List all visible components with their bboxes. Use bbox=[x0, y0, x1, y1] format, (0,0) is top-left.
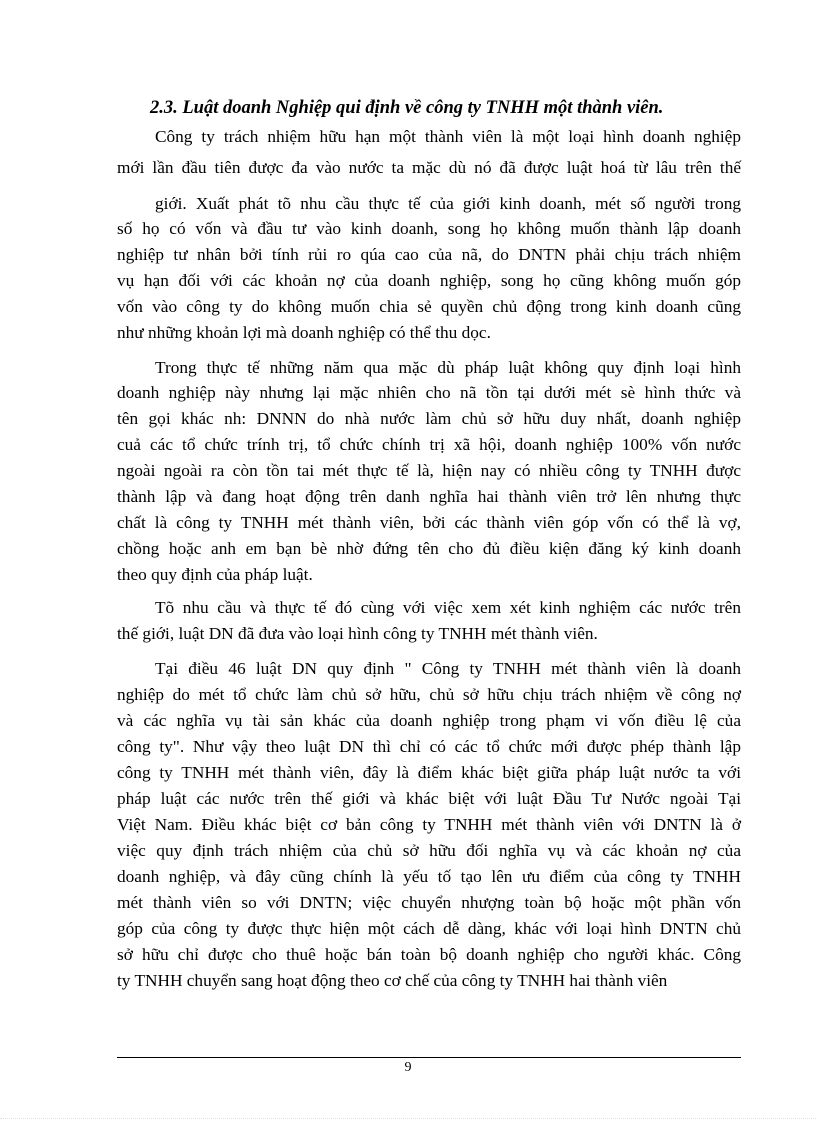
paragraph-line: Trong thực tế những năm qua mặc dù pháp luật không quy định loại hình bbox=[155, 358, 741, 377]
paragraph-line: mới lần đầu tiên được đa vào nước ta mặc dù nó đã được luật hoá từ lâu trên thế bbox=[117, 158, 741, 177]
paragraph-line: ty TNHH chuyển sang hoạt động theo cơ chế của công ty TNHH hai thành viên bbox=[117, 971, 668, 990]
paragraph-line: Công ty trách nhiệm hữu hạn một thành viên là một loại hình doanh nghiệp bbox=[155, 127, 741, 146]
paragraph-line: tên gọi khác nh: DNNN do nhà nước làm chủ sở hữu duy nhất, doanh nghiệp bbox=[117, 409, 741, 428]
paragraph-line: công ty". Như vậy theo luật DN thì chỉ có các tổ chức mới được phép thành lập bbox=[117, 737, 741, 756]
paragraph-line: mét thành viên so với DNTN; việc chuyển nhượng toàn bộ hoặc một phần vốn bbox=[117, 893, 741, 912]
paragraph-line: chồng hoặc anh em bạn bè nhờ đứng tên cho đủ điều kiện đăng ký kinh doanh bbox=[117, 539, 741, 558]
paragraph-line: thế giới, luật DN đã đưa vào loại hình công ty TNHH mét thành viên. bbox=[117, 624, 598, 643]
paragraph-line: ngoài ngoài ra còn tồn tai mét thực tế là, hiện nay có nhiều công ty TNHH được bbox=[117, 461, 741, 480]
paragraph-line: doanh nghiệp này nhưng lại mặc nhiên cho nã tồn tại dưới mét sè hình thức và bbox=[117, 383, 741, 402]
paragraph-line: pháp luật các nước trên thế giới và khác biệt với luật Đầu Tư Nước ngoài Tại bbox=[117, 789, 741, 808]
paragraph-line: giới. Xuất phát tõ nhu cầu thực tế của giới kinh doanh, mét số người trong bbox=[155, 194, 741, 213]
page-edge-divider bbox=[0, 1118, 816, 1119]
paragraph-line: sở hữu chỉ được cho thuê hoặc bán toàn bộ doanh nghiệp cho người khác. Công bbox=[117, 945, 741, 964]
footer-rule bbox=[117, 1057, 741, 1058]
paragraph-line: vụ hạn đối với các khoản nợ của doanh nghiệp, song họ cũng không muốn góp bbox=[117, 271, 741, 290]
paragraph-line: theo quy định của pháp luật. bbox=[117, 565, 313, 584]
paragraph-line: thành lập và đang hoạt động trên danh nghĩa hai thành viên trở lên nhưng thực bbox=[117, 487, 741, 506]
paragraph-line: góp của công ty được thực hiện một cách dễ dàng, khác với loại hình DNTN chủ bbox=[117, 919, 741, 938]
paragraph-line: việc quy định trách nhiệm của chủ sở hữu đối nghĩa vụ và các khoản nợ của bbox=[117, 841, 741, 860]
paragraph-line: và các nghĩa vụ tài sản khác của doanh nghiệp trong phạm vi vốn điều lệ của bbox=[117, 711, 741, 730]
paragraph-line: chất là công ty TNHH mét thành viên, bởi các thành viên góp vốn có thể là vợ, bbox=[117, 513, 741, 532]
paragraph-line: Tõ nhu cầu và thực tế đó cùng với việc xem xét kinh nghiệm các nước trên bbox=[155, 598, 741, 617]
paragraph-line: nghiệp tư nhân bởi tính rủi ro qúa cao của nã, do DNTN phải chịu trách nhiệm bbox=[117, 245, 741, 264]
paragraph-line: vốn vào công ty do không muốn chia sẻ quyền chủ động trong kinh doanh cũng bbox=[117, 297, 741, 316]
paragraph-line: Tại điều 46 luật DN quy định " Công ty TNHH mét thành viên là doanh bbox=[155, 659, 741, 678]
page-number: 9 bbox=[404, 1060, 412, 1075]
paragraph-line: Việt Nam. Điều khác biệt cơ bản công ty TNHH mét thành viên với DNTN là ở bbox=[117, 815, 741, 834]
paragraph-line: doanh nghiệp, và đây cũng chính là yếu tố tạo lên ưu điểm của công ty TNHH bbox=[117, 867, 741, 886]
paragraph-line: nghiệp do mét tổ chức làm chủ sở hữu, chủ sở hữu chịu trách nhiệm về công nợ bbox=[117, 685, 741, 704]
paragraph-line: cuả các tổ chức trính trị, tổ chức chính trị xã hội, doanh nghiệp 100% vốn nước bbox=[117, 435, 741, 454]
section-heading: 2.3. Luật doanh Nghiệp qui định về công ty TNHH một thành viên. bbox=[150, 98, 664, 118]
paragraph-line: công ty TNHH mét thành viên, đây là điểm khác biệt giữa pháp luật nước ta với bbox=[117, 763, 741, 782]
paragraph-line: số họ có vốn và đầu tư vào kinh doanh, song họ không muốn thành lập doanh bbox=[117, 219, 741, 238]
paragraph-line: như những khoản lợi mà doanh nghiệp có thể thu dọc. bbox=[117, 323, 491, 342]
